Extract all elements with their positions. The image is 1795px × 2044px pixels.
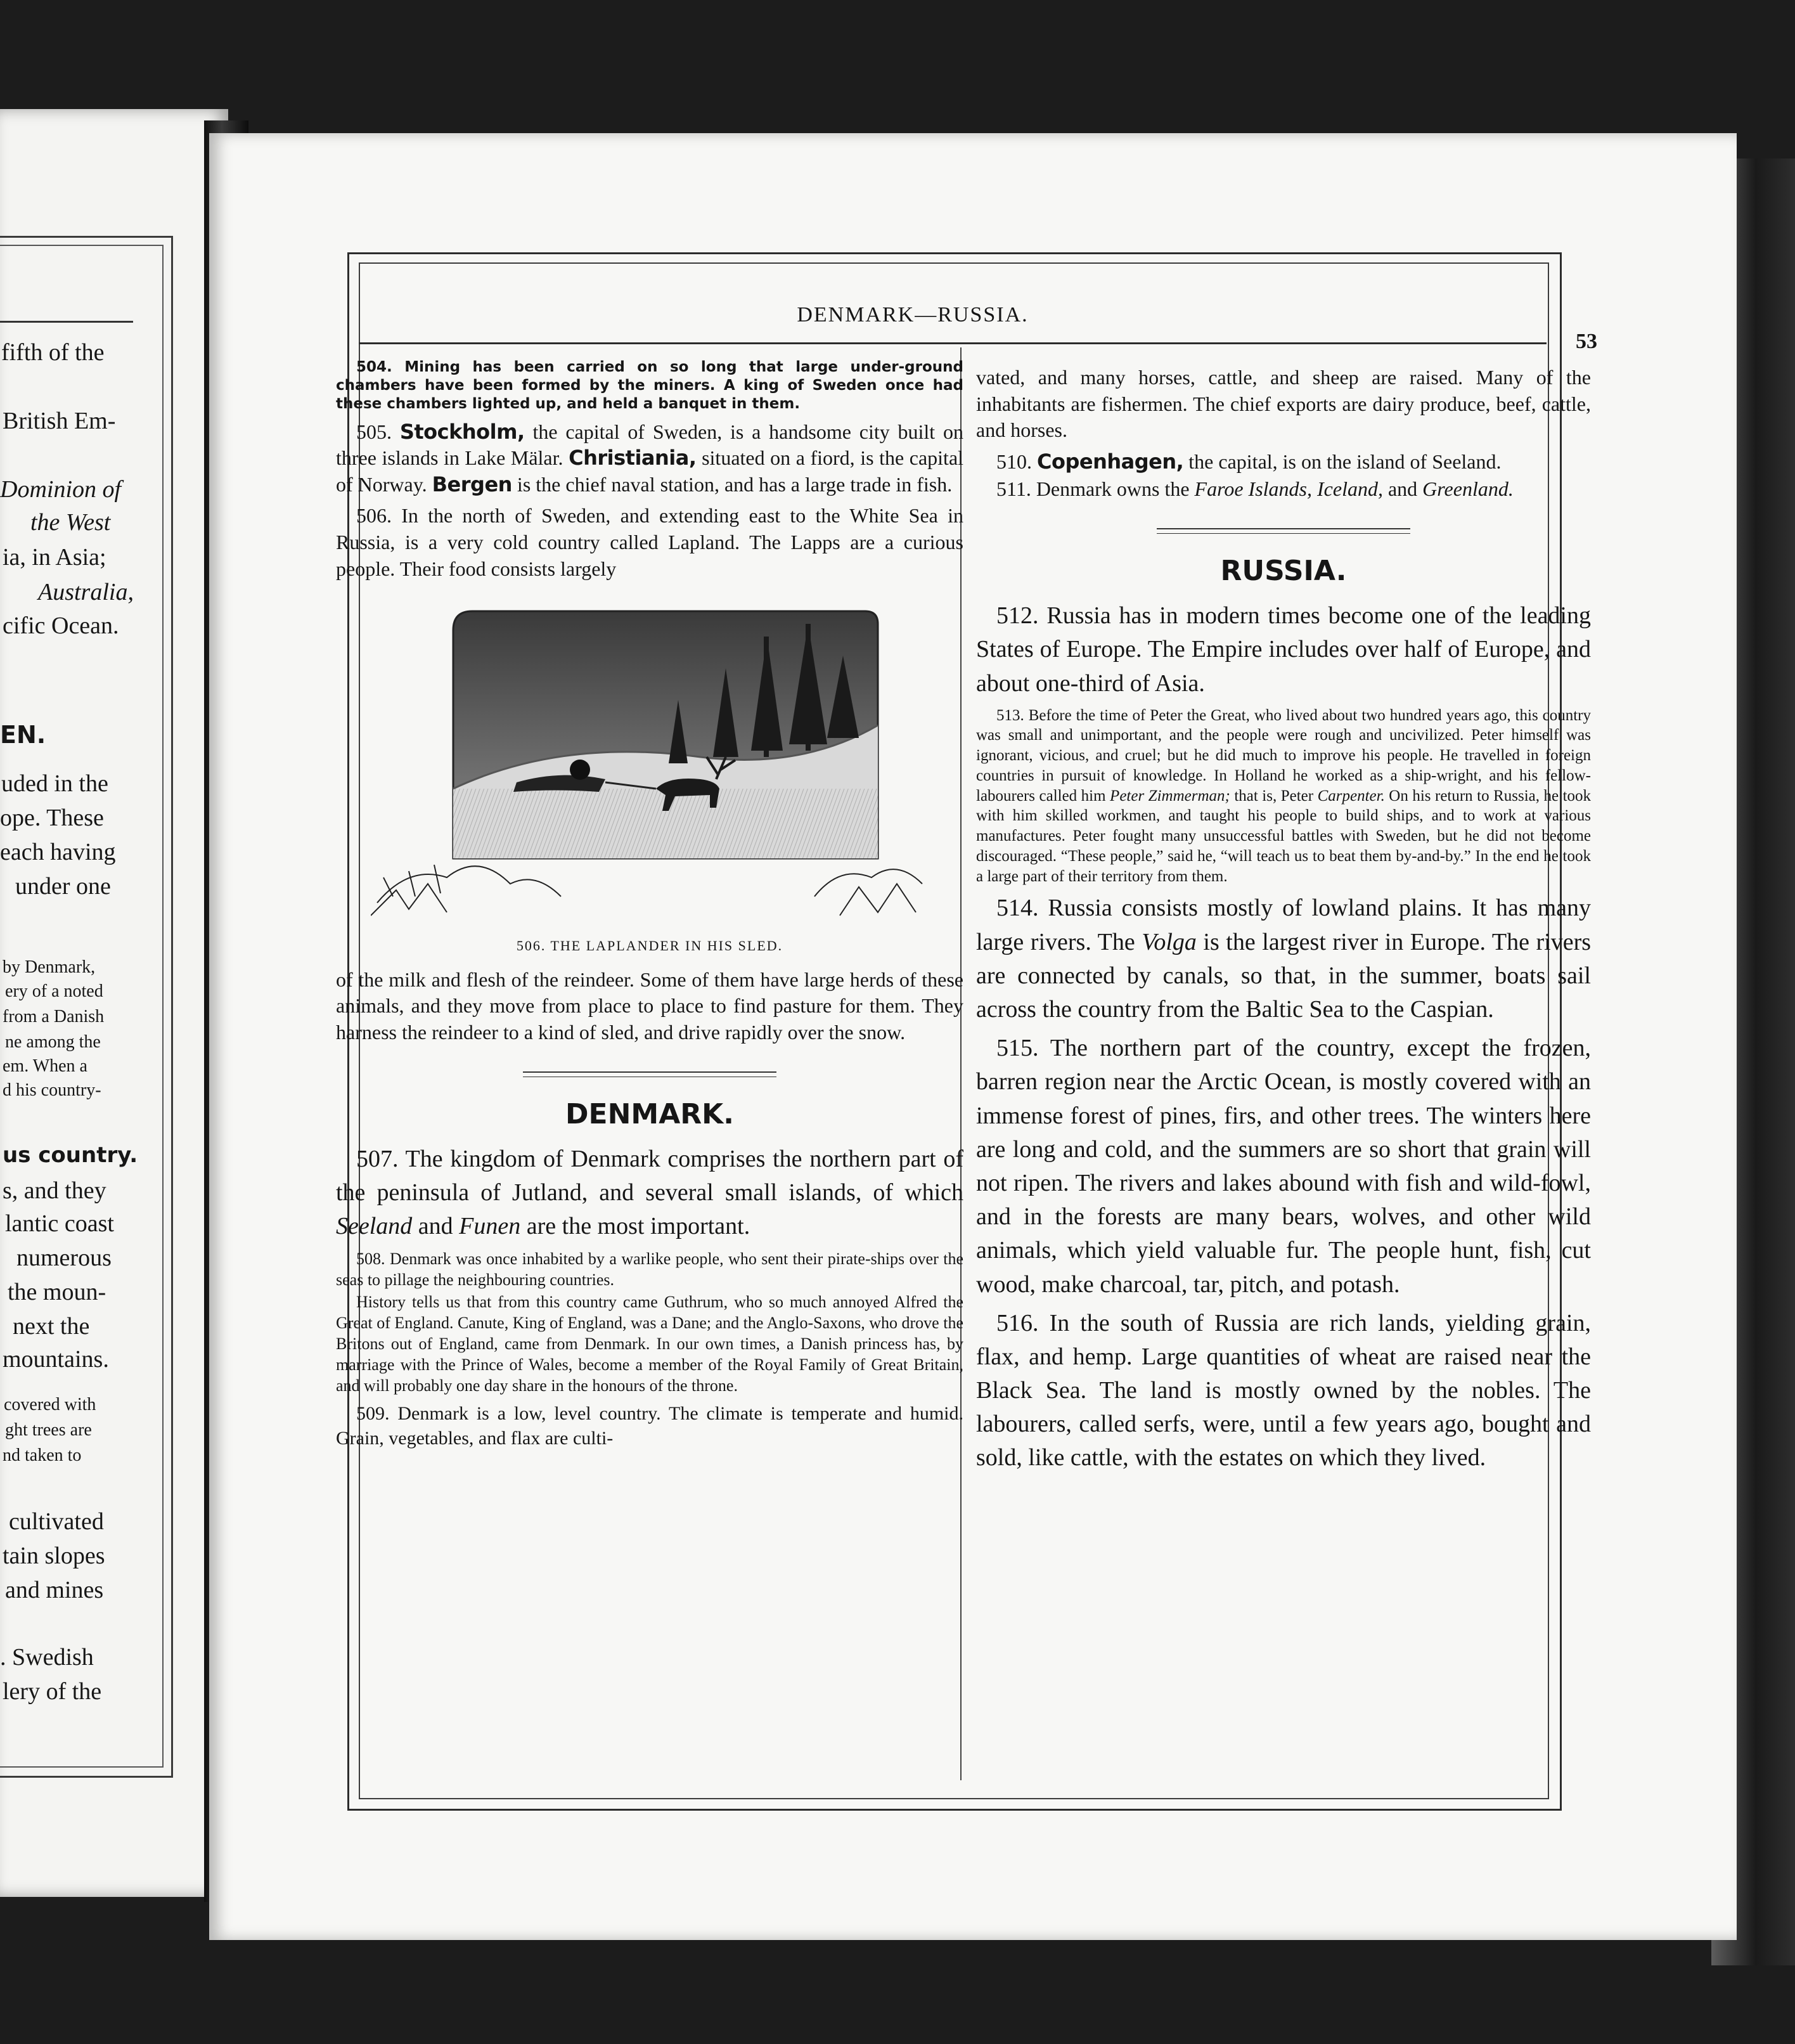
paragraph-510: 510. Copenhagen, the capital, is on the island of Seeland. [996, 449, 1502, 474]
section-divider [523, 1071, 776, 1077]
left-fragment: from a Danish [3, 1007, 105, 1026]
section-title-denmark: DENMARK. [565, 1097, 734, 1130]
paragraph-504: 504. Mining has been carried on so long that large under-ground chambers have been formed by the miners. A king of Sweden once had these chambers lighted up, and held a banquet in them. [336, 359, 963, 413]
section-title-russia: RUSSIA. [1220, 554, 1347, 587]
paragraph-505: 505. Stockholm, the capital of Sweden, is a handsome city built on three islands in Lake Mälar. Christiania, situated on a fiord, is the capital of Norway. Bergen is the chief naval station, and has a large trade in fish. [336, 419, 964, 496]
paragraph-513: 513. Before the time of Peter the Great, who lived about two hundred years ago, this country was small and unimportant, and the people were rough and uncivilized. Peter himself was ignorant, vicious, and cruel; but he did much to improve his people. He travelled in foreign countries in pursuit of knowledge. In Holland he worked as a ship-wright, and his fellow-labourers called him Peter Zimmerman; that is, Peter Carpenter. On his return to Russia, he took with him skilled workmen, and taught his people to build ships, and to work at various manufactures. Peter fought many unsuccessful battles with Sweden, but he did not become discouraged. “These people,” said he, “will teach us to beat them by-and-by.” In the end he took a large part of their territory from them. [976, 706, 1592, 885]
left-fragment: the West [30, 509, 111, 536]
left-fragment: lery of the [3, 1678, 102, 1705]
left-fragment: lantic coast [5, 1210, 114, 1237]
laplander-engraving [371, 598, 929, 928]
left-fragment: ne among the [5, 1032, 101, 1052]
left-fragment: ia, in Asia; [3, 544, 106, 571]
foreground-brush [371, 865, 922, 915]
term-bergen: Bergen [432, 472, 512, 496]
header-rule [359, 342, 1547, 344]
paragraph-511: 511. Denmark owns the Faroe Islands, Iceland, and Greenland. [996, 477, 1514, 501]
paragraph-516: 516. In the south of Russia are rich lands, yielding grain, flax, and hemp. Large quantities of wheat are raised near the Black Sea. The land is mostly owned by the nobles. The labourers, called serfs, were, until a few years ago, bought and sold, like cattle, with the estates on which they lived. [976, 1309, 1591, 1472]
section-divider [1157, 528, 1410, 534]
left-fragment: numerous [16, 1245, 112, 1271]
left-fragment: ery of a noted [5, 981, 103, 1001]
running-head: DENMARK—RUSSIA. [797, 303, 1029, 327]
paragraph-512: 512. Russia has in modern times become one of the leading States of Europe. The Empire includes over half of Europe, and about one-third of Asia. [976, 602, 1591, 697]
left-fragment: next the [13, 1313, 90, 1340]
left-fragment: each having [0, 839, 116, 865]
left-fragment: nd taken to [3, 1446, 82, 1465]
left-fragment: fifth of the [1, 339, 105, 366]
left-fragment: s, and they [3, 1177, 106, 1204]
left-fragment: ope. These [0, 805, 104, 831]
left-fragment: British Em- [3, 408, 116, 434]
left-fragment: . Swedish [0, 1644, 94, 1671]
paragraph-506: 506. In the north of Sweden, and extending east to the White Sea in Russia, is a very cold country called Lapland. The Lapps are a curious people. Their food consists largely [336, 504, 963, 580]
term-christiania: Christiania, [569, 446, 697, 470]
left-fragment: us country. [3, 1142, 138, 1168]
left-column [336, 358, 963, 1456]
left-fragment: under one [15, 873, 111, 900]
left-fragment: d his country- [3, 1080, 101, 1100]
left-fragment: tain slopes [3, 1543, 105, 1569]
paragraph-514: 514. Russia consists mostly of lowland plains. It has many large rivers. The Volga is the largest river in Europe. The rivers are connected by canals, so that, in the summer, boats sail across the country from the Baltic Sea to the Caspian. [976, 895, 1592, 1023]
left-fragment: by Denmark, [3, 957, 96, 977]
paragraph-506-continued: of the milk and flesh of the reindeer. Some of them have large herds of these animals, and they move from place to place to find pasture for them. They harness the reindeer to a kind of sled, and drive rapidly over the snow. [336, 967, 963, 1044]
paragraph-507: 507. The kingdom of Denmark comprises the northern part of the peninsula of Jutland, and several small islands, of which Seeland and Funen are the most important. [336, 1145, 963, 1240]
left-fragment: uded in the [1, 770, 108, 797]
left-fragment: cultivated [9, 1508, 104, 1535]
left-fragment: covered with [4, 1395, 96, 1414]
left-fragment: mountains. [3, 1346, 109, 1373]
paragraph-508: 508. Denmark was once inhabited by a warlike people, who sent their pirate-ships over the seas to pillage the neighbouring countries. [336, 1250, 963, 1290]
left-fragment: the moun- [8, 1279, 106, 1305]
paragraph-509: 509. Denmark is a low, level country. The climate is temperate and humid. Grain, vegetables, and flax are culti- [336, 1403, 963, 1449]
left-fragment: EN. [0, 721, 46, 749]
right-column [976, 365, 1591, 1480]
page-number: 53 [1576, 330, 1597, 353]
term-stockholm: Stockholm, [399, 419, 525, 444]
left-fragment: cific Ocean. [3, 612, 119, 639]
paragraph-508-history: History tells us that from this country came Guthrum, who so much annoyed Alfred the Great of England. Canute, King of England, was a Dane; and the Anglo-Saxons, who drove the Britons out of England, came from Denmark. In our own times, a Danish princess has, by marriage with the Prince of Wales, become a member of the Royal Family of Great Britain, and will probably one day share in the honours of the throne. [336, 1293, 963, 1395]
left-fragment: em. When a [3, 1056, 87, 1076]
engraving-caption: 506. THE LAPLANDER IN HIS SLED. [516, 938, 783, 954]
left-fragment: ght trees are [5, 1420, 92, 1440]
left-fragment: and mines [5, 1577, 104, 1603]
left-page-rule [0, 321, 133, 323]
term-copenhagen: Copenhagen, [1037, 449, 1184, 474]
paragraph-509-continued: vated, and many horses, cattle, and sheep are raised. Many of the inhabitants are fishermen. The chief exports are dairy produce, beef, cattle, and horses. [976, 366, 1591, 442]
paragraph-515: 515. The northern part of the country, except the frozen, barren region near the Arctic Ocean, is mostly covered with an immense forest of pines, firs, and other trees. The winters here are long and cold, and the summers are so short that grain will not ripen. The rivers and lakes abound with fish and wild-fowl, and in the forests are many bears, wolves, and other wild animals, which yield valuable fur. The people hunt, fish, cut wood, make charcoal, tar, pitch, and potash. [976, 1035, 1591, 1298]
left-fragment: Australia, [38, 579, 134, 605]
left-fragment: Dominion of [0, 476, 122, 503]
